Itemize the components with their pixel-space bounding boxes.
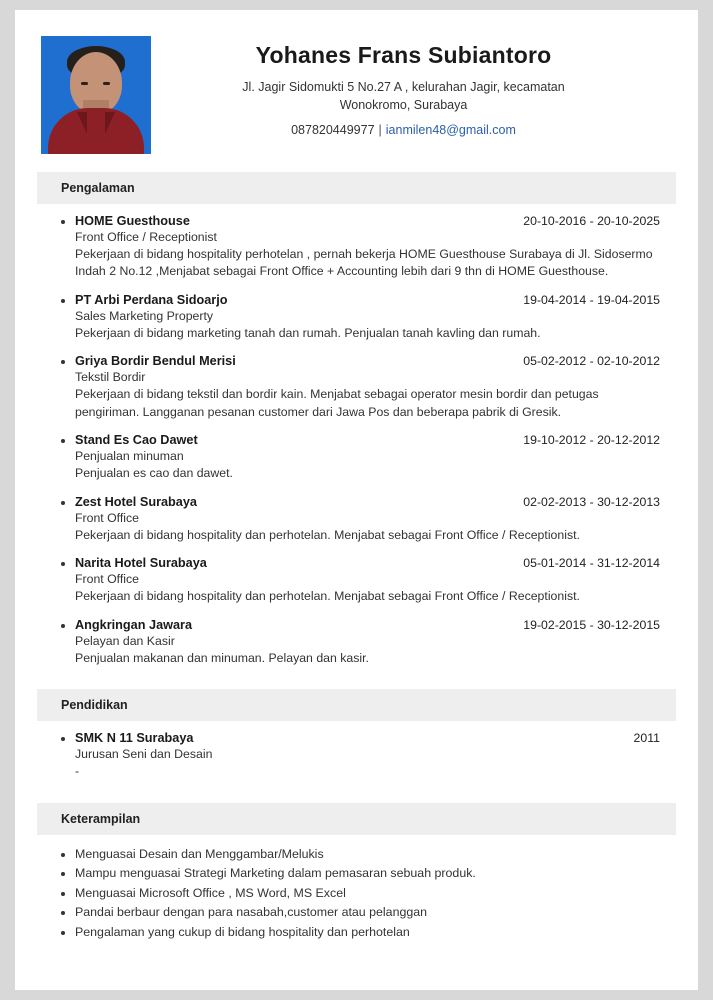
entry-description: Pekerjaan di bidang marketing tanah dan rumah. Penjualan tanah kavling dan rumah. bbox=[75, 325, 541, 340]
entry-title: Zest Hotel Surabaya bbox=[75, 494, 197, 509]
profile-photo bbox=[41, 36, 151, 154]
entry-date: 2011 bbox=[633, 731, 660, 746]
entry-role: Jurusan Seni dan Desain bbox=[75, 747, 213, 762]
entry-title: HOME Guesthouse bbox=[75, 214, 190, 228]
list-item bbox=[45, 495, 668, 544]
entry-header bbox=[75, 618, 660, 632]
entry-role: Front Office bbox=[75, 510, 140, 525]
contact-line bbox=[161, 121, 646, 139]
photo-shirt bbox=[48, 108, 144, 154]
entry-date: 05-01-2014 - 31-12-2014 bbox=[523, 556, 660, 571]
entry-title: Angkringan Jawara bbox=[75, 617, 193, 632]
entry-description: - bbox=[75, 764, 80, 779]
education-section bbox=[37, 721, 676, 796]
list-item bbox=[45, 354, 668, 421]
entry-description: Penjualan makanan dan minuman. Pelayan dan kasir. bbox=[75, 650, 369, 665]
contact-separator: | bbox=[378, 123, 382, 138]
section-title-experience: Pengalaman bbox=[37, 172, 676, 204]
entry-header bbox=[75, 495, 660, 509]
page-title: Yohanes Frans Subiantoro bbox=[255, 42, 552, 68]
entry-title: SMK N 11 Surabaya bbox=[75, 731, 194, 746]
list-item bbox=[45, 433, 668, 482]
entry-description: Penjualan es cao dan dawet. bbox=[75, 466, 233, 481]
phone-number: 087820449977 bbox=[291, 123, 375, 138]
entry-header bbox=[75, 433, 660, 447]
entry-header bbox=[75, 214, 660, 228]
entry-date: 20-10-2016 - 20-10-2025 bbox=[523, 214, 660, 228]
list-item: Pengalaman yang cukup di bidang hospitality dan perhotelan bbox=[45, 923, 668, 943]
photo-eye-left bbox=[81, 82, 88, 85]
address-line-1: Jl. Jagir Sidomukti 5 No.27 A , kelurahan Jagir, kecamatan bbox=[242, 80, 565, 94]
entry-title: Griya Bordir Bendul Merisi bbox=[75, 354, 236, 369]
entry-date: 19-02-2015 - 30-12-2015 bbox=[523, 617, 660, 632]
experience-section bbox=[37, 204, 676, 683]
address-line-2: Wonokromo, Surabaya bbox=[339, 98, 468, 113]
experience-list bbox=[45, 214, 668, 667]
list-item bbox=[45, 556, 668, 605]
resume-sheet bbox=[15, 10, 698, 990]
list-item bbox=[45, 731, 668, 780]
entry-header bbox=[75, 556, 660, 570]
resume-header bbox=[37, 28, 676, 166]
entry-date: 05-02-2012 - 02-10-2012 bbox=[523, 354, 660, 369]
entry-role: Front Office bbox=[75, 572, 140, 587]
header-text-block bbox=[151, 36, 676, 139]
entry-title: Narita Hotel Surabaya bbox=[75, 556, 207, 571]
entry-role: Tekstil Bordir bbox=[75, 370, 146, 385]
list-item bbox=[45, 293, 668, 342]
list-item bbox=[45, 618, 668, 667]
entry-role: Sales Marketing Property bbox=[75, 308, 214, 323]
education-list bbox=[45, 731, 668, 780]
list-item: Pandai berbaur dengan para nasabah,customer atau pelanggan bbox=[45, 903, 668, 923]
entry-title: PT Arbi Perdana Sidoarjo bbox=[75, 292, 228, 307]
photo-eye-right bbox=[103, 82, 110, 85]
entry-title: Stand Es Cao Dawet bbox=[75, 433, 198, 448]
skills-list bbox=[37, 835, 676, 949]
photo-collar-right bbox=[105, 112, 115, 134]
entry-role: Penjualan minuman bbox=[75, 449, 184, 464]
list-item bbox=[45, 214, 668, 281]
list-item: Menguasai Desain dan Menggambar/Melukis bbox=[45, 845, 668, 865]
entry-description: Pekerjaan di bidang hospitality perhotelan , pernah bekerja HOME Guesthouse Surabaya di Jl. Sidosermo Indah 2 No.12 ,Menjabat sebagai Front Office + Accounting lebih dari 9 thn di HOME Guesthouse. bbox=[75, 247, 653, 279]
entry-date: 02-02-2013 - 30-12-2013 bbox=[523, 494, 660, 509]
entry-description: Pekerjaan di bidang tekstil dan bordir kain. Menjabat sebagai operator mesin bordir dan petugas pengiriman. Langganan pesanan customer dari Jawa Pos dan beberapa pabrik di Gresik. bbox=[75, 387, 599, 419]
entry-header bbox=[75, 354, 660, 368]
entry-date: 19-04-2014 - 19-04-2015 bbox=[523, 292, 660, 307]
entry-role: Pelayan dan Kasir bbox=[75, 633, 175, 648]
list-item: Mampu menguasai Strategi Marketing dalam pemasaran sebuah produk. bbox=[45, 864, 668, 884]
entry-description: Pekerjaan di bidang hospitality dan perhotelan. Menjabat sebagai Front Office / Receptionist. bbox=[75, 527, 580, 542]
entry-description: Pekerjaan di bidang hospitality dan perhotelan. Menjabat sebagai Front Office / Receptionist. bbox=[75, 589, 580, 604]
email-address[interactable]: ianmilen48@gmail.com bbox=[385, 123, 516, 138]
photo-collar-left bbox=[77, 112, 87, 134]
entry-role: Front Office / Receptionist bbox=[75, 230, 217, 244]
entry-header bbox=[75, 293, 660, 307]
entry-header bbox=[75, 731, 660, 745]
section-title-education: Pendidikan bbox=[37, 689, 676, 721]
list-item: Menguasai Microsoft Office , MS Word, MS Excel bbox=[45, 884, 668, 904]
section-title-skills: Keterampilan bbox=[37, 803, 676, 835]
entry-date: 19-10-2012 - 20-12-2012 bbox=[523, 433, 660, 448]
